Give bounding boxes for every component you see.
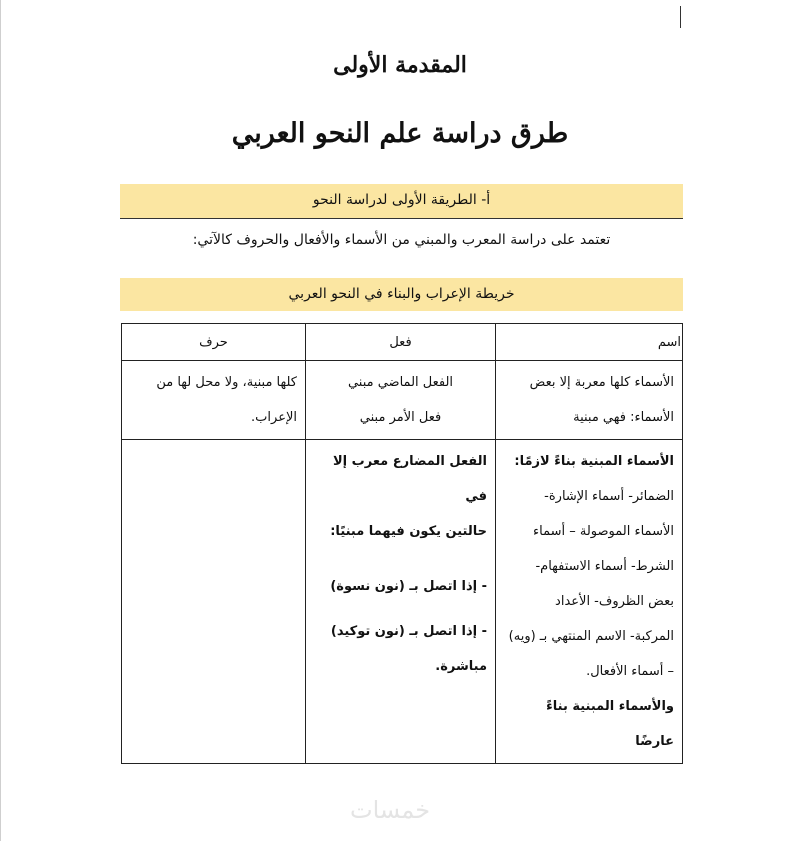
cell-line: الأسماء المبنية بناءً لازمًا:: [514, 454, 674, 469]
cell-line: الفعل المضارع معرب إلا في: [333, 454, 487, 504]
map-heading: خريطة الإعراب والبناء في النحو العربي: [120, 278, 683, 311]
table-header-row: [122, 324, 683, 361]
text-cursor: [680, 6, 681, 28]
table-row: [122, 361, 683, 440]
page-title: المقدمة الأولى: [333, 52, 467, 78]
grammar-table: [121, 323, 683, 764]
cell-line: الشرط- أسماء الاستفهام-: [535, 559, 674, 574]
cell-line: الإعراب.: [251, 410, 297, 425]
cell-line: - إذا اتصل بـ (نون توكيد) مباشرة.: [330, 624, 487, 674]
cell-line: الضمائر- أسماء الإشارة-: [544, 489, 674, 504]
cell-line: الأسماء: فهي مبنية: [573, 410, 674, 425]
cell-particle: [122, 361, 306, 440]
cell-line: الأسماء كلها معربة إلا بعض: [529, 375, 674, 390]
cell-particle-empty: [122, 440, 306, 764]
cell-noun: [496, 361, 683, 440]
cell-verb: [306, 361, 496, 440]
cell-line: والأسماء المبنية بناءً عارضًا: [546, 699, 674, 749]
cell-line: كلها مبنية، ولا محل لها من: [156, 375, 297, 390]
cell-line: الأسماء الموصولة – أسماء: [533, 524, 674, 539]
watermark-logo: خمسات: [350, 796, 431, 824]
cell-line: - إذا اتصل بـ (نون نسوة): [330, 579, 487, 594]
cell-line: بعض الظروف- الأعداد: [555, 594, 674, 609]
cell-line: – أسماء الأفعال.: [586, 664, 674, 679]
section-heading: أ- الطريقة الأولى لدراسة النحو: [120, 184, 683, 219]
cell-line: المركبة- الاسم المنتهي بـ (ويه): [508, 629, 674, 644]
header-verb: فعل: [306, 324, 496, 361]
page-subtitle: طرق دراسة علم النحو العربي: [231, 118, 569, 149]
header-particle: حرف: [122, 324, 306, 361]
intro-paragraph: تعتمد على دراسة المعرب والمبني من الأسماء والأفعال والحروف كالآتي:: [192, 232, 611, 248]
cell-line: حالتين يكون فيهما مبنيًا:: [330, 524, 487, 539]
cell-verb: [306, 440, 496, 764]
cell-line: الفعل الماضي مبني: [347, 375, 454, 390]
table-row: [122, 440, 683, 764]
header-noun: اسم: [496, 324, 683, 361]
cell-line: فعل الأمر مبني: [359, 410, 442, 425]
cell-noun: [496, 440, 683, 764]
